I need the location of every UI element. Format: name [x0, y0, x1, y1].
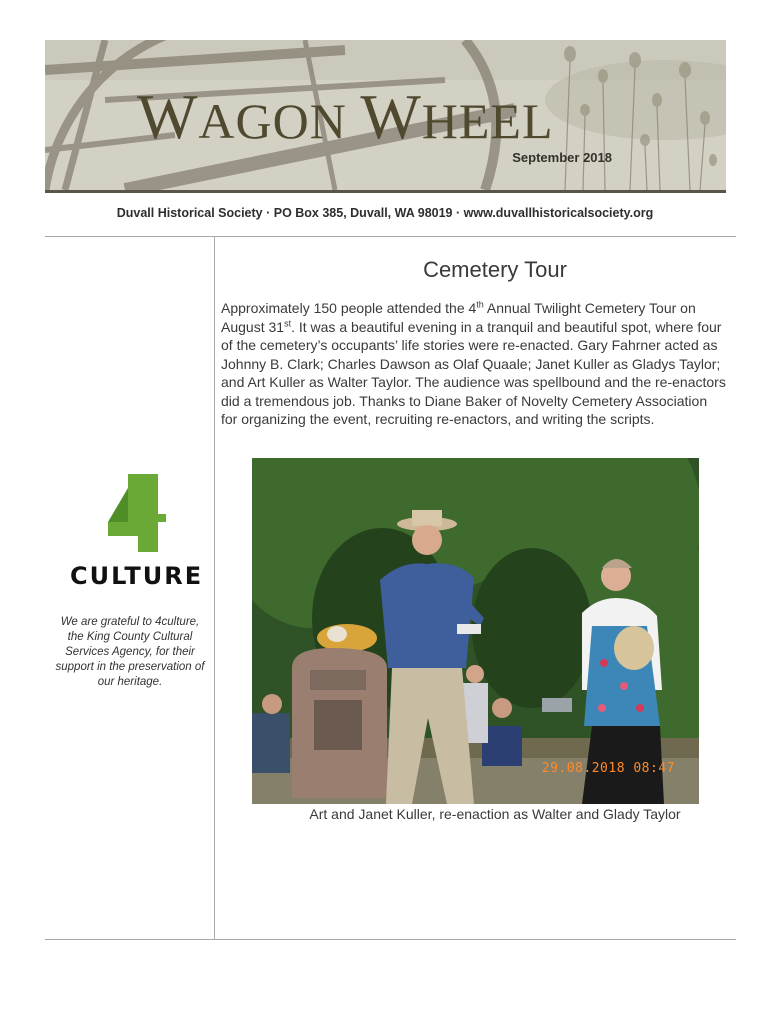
column-divider — [214, 236, 215, 940]
bottom-rule — [45, 939, 736, 940]
photo-scene — [252, 458, 699, 804]
photo-timestamp: 29.08.2018 08:47 — [541, 761, 675, 776]
newsletter-title — [137, 80, 553, 154]
logo-numeral-4 — [108, 474, 166, 552]
ordinal-suffix-st: st — [284, 317, 292, 328]
article-body — [221, 299, 727, 429]
title-second-rest: HEEL — [421, 93, 554, 149]
article-body-part-1: Approximately 150 people attended the 4 — [221, 300, 477, 316]
4culture-logo — [66, 474, 212, 589]
sponsor-note: We are grateful to 4culture, the King County Cultural Services Agency, for their support in the preservation of our heritage. — [55, 616, 205, 688]
title-first-initial: W — [137, 81, 199, 152]
cemetery-tour-photo — [252, 458, 699, 804]
title-second-initial: W — [360, 81, 422, 152]
ordinal-suffix-th: th — [476, 299, 484, 310]
article-title: Cemetery Tour — [423, 257, 567, 282]
article-body-part-3: . It was a beautiful evening in a tranquil and beautiful spot, where four of the cemetery’s occupants’ life stories were re-enacted. Gary Fahrner acted as Johnny B. Clark; Charles Dawson as Olaf Quaale; Janet Kuller as Gladys Taylor; and Art Kuller as Walter Taylor. The audience was spellbound and the re-enactors did a tremendous job. Thanks to Diane Baker of Novelty Cemetery Association for organizing the event, recruiting re-enactors, and writing the scripts. — [221, 318, 726, 427]
logo-numeral-text: 4 — [66, 474, 67, 475]
title-first-rest: AGON — [198, 93, 347, 149]
logo-wordmark: CULTURE — [70, 562, 204, 589]
top-rule — [45, 236, 736, 237]
photo-caption: Art and Janet Kuller, re-enaction as Walter and Glady Taylor — [309, 806, 681, 822]
article-body-part-2: Annual Twilight Cemetery Tour on August 31 — [221, 300, 696, 335]
masthead — [45, 40, 726, 193]
address-line: Duvall Historical Society · PO Box 385, Duvall, WA 98019 · www.duvallhistoricalsociety.org — [116, 206, 654, 220]
issue-date: September 2018 — [512, 150, 612, 165]
